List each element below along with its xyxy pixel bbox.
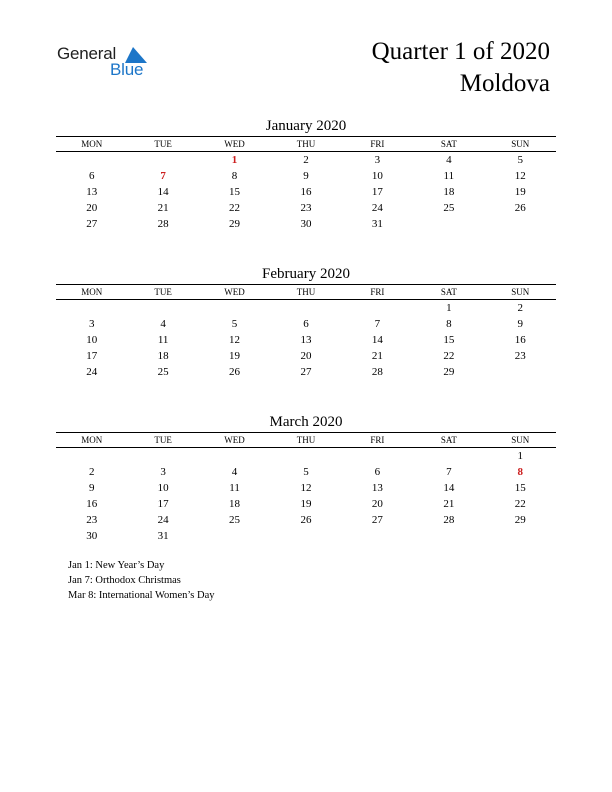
weekday-label: WED xyxy=(224,139,245,149)
day-cell xyxy=(56,152,127,168)
week-row xyxy=(56,200,556,216)
day-cell: 17 xyxy=(371,186,383,198)
day-cell: 25 xyxy=(229,514,241,526)
month-january xyxy=(56,116,556,232)
day-cell: 30 xyxy=(300,218,312,230)
day-cell xyxy=(413,216,484,232)
day-cell: 14 xyxy=(443,482,455,494)
weekday-label: TUE xyxy=(154,435,172,445)
day-cell: 29 xyxy=(514,514,526,526)
day-cell: 12 xyxy=(300,482,312,494)
week-row xyxy=(56,364,556,380)
week-row xyxy=(56,332,556,348)
day-cell xyxy=(199,528,270,544)
month-title: March 2020 xyxy=(269,414,343,430)
day-cell: 5 xyxy=(303,466,309,478)
weekday-label: FRI xyxy=(370,139,385,149)
day-cell: 8 xyxy=(446,318,452,330)
day-cell: 4 xyxy=(160,318,166,330)
day-cell: 11 xyxy=(229,482,240,494)
holiday-note: Jan 7: Orthodox Christmas xyxy=(68,575,181,586)
day-cell: 25 xyxy=(443,202,455,214)
day-cell: 17 xyxy=(157,498,169,510)
day-cell xyxy=(413,448,484,464)
day-cell: 7 xyxy=(446,466,452,478)
day-cell: 3 xyxy=(374,154,381,166)
weekday-label: TUE xyxy=(154,139,172,149)
day-cell: 26 xyxy=(229,366,241,378)
week-row xyxy=(56,496,556,512)
day-cell: 10 xyxy=(371,170,383,182)
holiday-note: Mar 8: International Women’s Day xyxy=(68,590,215,601)
day-cell: 15 xyxy=(443,334,455,346)
day-cell: 13 xyxy=(371,482,383,494)
day-cell: 5 xyxy=(517,154,523,166)
day-cell: 22 xyxy=(229,202,241,214)
day-cell: 16 xyxy=(86,498,98,510)
week-row xyxy=(56,168,556,184)
day-cell: 24 xyxy=(86,366,98,378)
weekday-label: FRI xyxy=(370,435,385,445)
day-cell: 3 xyxy=(88,318,95,330)
day-cell: 15 xyxy=(229,186,241,198)
day-cell: 6 xyxy=(303,318,309,330)
day-cell xyxy=(127,152,198,168)
day-cell: 2 xyxy=(517,302,523,314)
day-cell: 31 xyxy=(157,530,169,542)
weekday-label: THU xyxy=(296,287,316,297)
day-cell: 9 xyxy=(517,318,523,330)
day-cell: 29 xyxy=(229,218,241,230)
day-cell: 16 xyxy=(300,186,312,198)
day-cell: 18 xyxy=(157,350,169,362)
weekday-label: WED xyxy=(224,435,245,445)
day-cell: 24 xyxy=(157,514,169,526)
day-cell xyxy=(413,528,484,544)
day-cell xyxy=(485,216,556,232)
day-cell: 13 xyxy=(300,334,312,346)
weekday-label: FRI xyxy=(370,287,385,297)
day-cell: 8 xyxy=(517,466,523,478)
weekday-header xyxy=(56,136,556,152)
day-cell: 18 xyxy=(443,186,455,198)
day-cell: 6 xyxy=(374,466,381,478)
day-cell xyxy=(342,448,413,464)
day-cell: 14 xyxy=(371,334,383,346)
day-cell xyxy=(342,300,413,316)
month-february xyxy=(56,264,556,380)
day-cell: 9 xyxy=(303,170,309,182)
month-title: February 2020 xyxy=(262,266,350,282)
weekday-label: MON xyxy=(81,287,103,297)
day-cell: 15 xyxy=(514,482,526,494)
day-cell xyxy=(270,300,341,316)
page-title-country: Moldova xyxy=(459,70,550,97)
day-cell: 21 xyxy=(443,498,455,510)
weekday-label: SAT xyxy=(440,287,457,297)
day-cell: 4 xyxy=(446,154,452,166)
day-cell: 3 xyxy=(160,466,166,478)
day-cell xyxy=(56,300,127,316)
day-cell: 19 xyxy=(514,186,526,198)
day-cell: 13 xyxy=(86,186,98,198)
day-cell: 4 xyxy=(231,466,238,478)
day-cell xyxy=(270,448,341,464)
weekday-label: SUN xyxy=(511,139,530,149)
day-cell xyxy=(199,448,270,464)
day-cell: 7 xyxy=(160,170,166,182)
day-cell: 11 xyxy=(443,170,455,182)
weekday-label: SAT xyxy=(440,139,457,149)
weekday-label: SUN xyxy=(511,435,530,445)
month-march xyxy=(56,412,556,544)
day-cell: 27 xyxy=(300,366,312,378)
day-cell xyxy=(270,528,341,544)
week-row xyxy=(56,480,556,496)
logo-blue-text: Blue xyxy=(110,60,144,79)
weekday-header xyxy=(56,432,556,448)
day-cell xyxy=(56,448,127,464)
week-row xyxy=(56,152,556,168)
day-cell: 19 xyxy=(300,498,312,510)
weekday-label: SAT xyxy=(440,435,457,445)
day-cell: 6 xyxy=(88,170,95,182)
day-cell: 20 xyxy=(86,202,98,214)
day-cell xyxy=(199,300,270,316)
day-cell: 24 xyxy=(371,202,383,214)
day-cell: 11 xyxy=(157,334,169,346)
weekday-label: TUE xyxy=(154,287,172,297)
week-row xyxy=(56,528,556,544)
logo xyxy=(57,44,157,84)
day-cell xyxy=(342,528,413,544)
day-cell: 27 xyxy=(86,218,98,230)
weekday-label: MON xyxy=(81,139,103,149)
day-cell: 28 xyxy=(443,514,455,526)
logo-general-text: General xyxy=(57,44,117,63)
day-cell: 18 xyxy=(229,498,241,510)
day-cell: 22 xyxy=(514,498,526,510)
day-cell: 2 xyxy=(303,154,309,166)
day-cell: 1 xyxy=(517,450,523,462)
day-cell: 25 xyxy=(157,366,169,378)
day-cell: 27 xyxy=(371,514,383,526)
page-title xyxy=(372,36,550,100)
day-cell: 23 xyxy=(86,514,98,526)
week-row xyxy=(56,300,556,316)
weekday-label: WED xyxy=(224,287,245,297)
day-cell: 20 xyxy=(371,498,383,510)
holiday-note: Jan 1: New Year’s Day xyxy=(68,560,165,571)
week-row xyxy=(56,216,556,232)
day-cell: 20 xyxy=(300,350,312,362)
day-cell: 22 xyxy=(443,350,455,362)
day-cell: 17 xyxy=(86,350,98,362)
day-cell: 19 xyxy=(229,350,241,362)
week-row xyxy=(56,464,556,480)
day-cell xyxy=(485,528,556,544)
day-cell: 12 xyxy=(514,170,526,182)
day-cell: 9 xyxy=(88,482,95,494)
week-row xyxy=(56,448,556,464)
day-cell: 28 xyxy=(371,366,383,378)
day-cell: 5 xyxy=(231,318,238,330)
day-cell: 1 xyxy=(231,154,238,166)
week-row xyxy=(56,316,556,332)
day-cell: 31 xyxy=(371,218,383,230)
day-cell: 2 xyxy=(88,466,95,478)
weekday-label: THU xyxy=(296,139,316,149)
day-cell: 30 xyxy=(86,530,98,542)
day-cell: 26 xyxy=(300,514,312,526)
month-grid xyxy=(56,448,556,544)
holiday-notes xyxy=(68,558,215,603)
week-row xyxy=(56,512,556,528)
day-cell xyxy=(127,448,198,464)
weekday-header xyxy=(56,284,556,300)
week-row xyxy=(56,348,556,364)
day-cell: 14 xyxy=(157,186,169,198)
day-cell: 29 xyxy=(443,366,455,378)
day-cell: 21 xyxy=(371,350,383,362)
month-grid xyxy=(56,152,556,232)
day-cell: 10 xyxy=(86,334,98,346)
day-cell xyxy=(485,364,556,380)
day-cell: 23 xyxy=(300,202,312,214)
day-cell: 28 xyxy=(157,218,169,230)
month-grid xyxy=(56,300,556,380)
day-cell: 10 xyxy=(157,482,169,494)
day-cell: 1 xyxy=(446,302,452,314)
weekday-label: THU xyxy=(296,435,316,445)
weekday-label: MON xyxy=(81,435,103,445)
day-cell: 8 xyxy=(231,170,238,182)
day-cell: 26 xyxy=(514,202,526,214)
day-cell: 16 xyxy=(514,334,526,346)
day-cell: 12 xyxy=(229,334,241,346)
day-cell: 23 xyxy=(514,350,526,362)
weekday-label: SUN xyxy=(511,287,530,297)
week-row xyxy=(56,184,556,200)
month-title: January 2020 xyxy=(265,118,347,134)
page-title-quarter: Quarter 1 of 2020 xyxy=(371,38,550,65)
day-cell: 21 xyxy=(157,202,169,214)
day-cell: 7 xyxy=(374,318,381,330)
day-cell xyxy=(127,300,198,316)
